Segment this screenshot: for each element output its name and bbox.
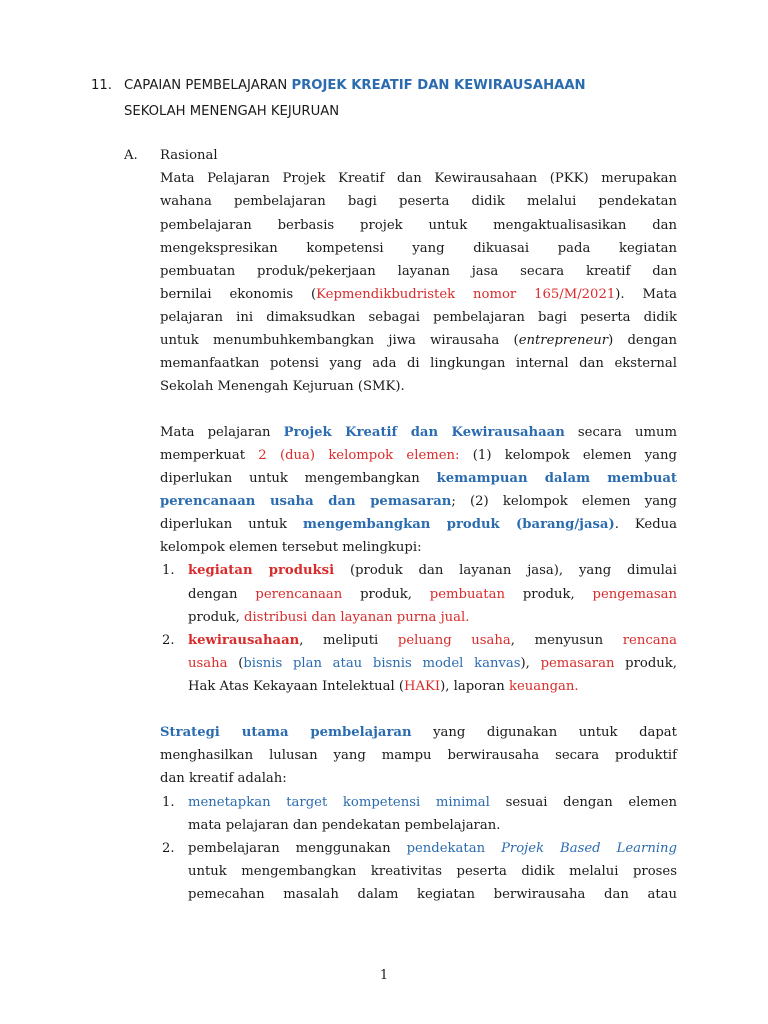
- text-line: pembuatan produk/pekerjaan layanan jasa secara kreatif dan: [160, 264, 677, 279]
- list-item-line: [188, 679, 579, 694]
- list-number: 2.: [162, 633, 175, 648]
- text-line: pembelajaran berbasis projek untuk mengaktualisasikan dan: [160, 218, 677, 233]
- text-span: sesuai dengan elemen: [505, 795, 677, 810]
- text-span: produk,: [625, 656, 677, 671]
- highlight-red: 2 (dua) kelompok elemen:: [258, 448, 460, 463]
- list-item-line: pemecahan masalah dalam kegiatan berwirausaha dan atau: [188, 887, 677, 902]
- text-line: pelajaran ini dimaksudkan sebagai pembelajaran bagi peserta didik: [160, 310, 677, 325]
- highlight-blue: Strategi utama pembelajaran: [160, 725, 412, 740]
- list-item-line: untuk mengembangkan kreativitas peserta didik melalui proses: [188, 864, 677, 879]
- text-span: . Kedua: [614, 517, 677, 532]
- text-span: , menyusun: [510, 633, 604, 648]
- text-line: menghasilkan lulusan yang mampu berwirausaha secara produktif: [160, 748, 677, 763]
- text-span: diperlukan untuk mengembangkan: [160, 471, 420, 486]
- list-item-line: [188, 563, 677, 578]
- list-number: 1.: [162, 795, 175, 810]
- highlight-red: HAKI: [404, 679, 441, 694]
- list-item-line: [188, 656, 677, 671]
- heading-number: 11.: [91, 78, 112, 93]
- highlight-red: kegiatan produksi: [188, 563, 335, 578]
- text-span: ). Mata: [615, 287, 677, 302]
- text-line: Mata Pelajaran Projek Kreatif dan Kewirausahaan (PKK) merupakan: [160, 171, 677, 186]
- text-span: (: [238, 656, 244, 671]
- highlight-red: peluang usaha: [397, 633, 511, 648]
- highlight-red: rencana: [622, 633, 677, 648]
- text-span: ), laporan: [440, 679, 505, 694]
- heading-title: [124, 78, 586, 93]
- text-span: produk,: [360, 587, 412, 602]
- highlight-blue: menetapkan target kompetensi minimal: [188, 795, 490, 810]
- subject-name: Projek Kreatif dan Kewirausahaan: [283, 425, 565, 440]
- text-span: bernilai ekonomis (: [160, 287, 317, 302]
- text-span: dengan: [188, 587, 238, 602]
- highlight-blue: perencanaan usaha dan pemasaran: [160, 494, 452, 509]
- list-item-line: [188, 610, 469, 625]
- list-item-line: mata pelajaran dan pendekatan pembelajaran.: [188, 818, 501, 833]
- text-span: diperlukan untuk: [160, 517, 288, 532]
- text-span: (produk dan layanan jasa), yang dimulai: [349, 563, 677, 578]
- text-span: ),: [520, 656, 530, 671]
- text-line: dan kreatif adalah:: [160, 771, 287, 786]
- highlight-blue: pendekatan: [406, 841, 486, 856]
- highlight-red: kewirausahaan: [188, 633, 300, 648]
- text-line: [160, 494, 677, 509]
- text-span: ; (2) kelompok elemen yang: [451, 494, 677, 509]
- highlight-blue: mengembangkan produk (barang/jasa): [303, 517, 615, 532]
- text-line: [160, 287, 677, 302]
- list-number: 1.: [162, 563, 175, 578]
- text-line: mengekspresikan kompetensi yang dikuasai pada kegiatan: [160, 241, 677, 256]
- text-span: Hak Atas Kekayaan Intelektual (: [188, 679, 405, 694]
- heading-line2: SEKOLAH MENENGAH KEJURUAN: [124, 104, 340, 119]
- highlight-blue: bisnis plan atau bisnis model kanvas: [243, 656, 521, 671]
- text-line: [160, 448, 677, 463]
- heading-subject: PROJEK KREATIF DAN KEWIRAUSAHAAN: [291, 78, 586, 93]
- italic-term: entrepreneur: [518, 333, 609, 348]
- list-number: 2.: [162, 841, 175, 856]
- highlight-red: pengemasan: [592, 587, 677, 602]
- text-line: [160, 333, 677, 348]
- text-span: (1) kelompok elemen yang: [472, 448, 677, 463]
- list-item-line: [188, 587, 677, 602]
- regulation-reference: Kepmendikbudristek nomor 165/M/2021: [316, 287, 616, 302]
- section-title: Rasional: [160, 148, 218, 163]
- text-line: wahana pembelajaran bagi peserta didik melalui pendekatan: [160, 194, 677, 209]
- text-span: pembelajaran menggunakan: [188, 841, 391, 856]
- text-line: Sekolah Menengah Kejuruan (SMK).: [160, 379, 405, 394]
- text-span: memperkuat: [160, 448, 246, 463]
- text-line: [160, 725, 677, 740]
- text-span: untuk menumbuhkembangkan jiwa wirausaha (: [160, 333, 519, 348]
- text-span: secara umum: [577, 425, 677, 440]
- highlight-red: distribusi dan layanan purna jual.: [244, 610, 470, 625]
- highlight-red: keuangan.: [508, 679, 579, 694]
- text-line: [160, 517, 677, 532]
- highlight-red: pemasaran: [540, 656, 615, 671]
- text-span: yang digunakan untuk dapat: [433, 725, 677, 740]
- page-number: 1: [379, 968, 389, 983]
- highlight-blue-italic: Projek Based Learning: [501, 841, 677, 856]
- text-span: ) dengan: [608, 333, 678, 348]
- heading-prefix: CAPAIAN PEMBELAJARAN: [124, 78, 288, 93]
- highlight-red: perencanaan: [255, 587, 343, 602]
- text-span: Mata pelajaran: [160, 425, 271, 440]
- list-item-line: [188, 633, 677, 648]
- highlight-red: usaha: [188, 656, 228, 671]
- section-letter: A.: [124, 148, 138, 163]
- list-item-line: [188, 795, 677, 810]
- highlight-red: pembuatan: [429, 587, 505, 602]
- text-span: produk,: [522, 587, 575, 602]
- text-line: kelompok elemen tersebut melingkupi:: [160, 540, 422, 555]
- list-item-line: [188, 841, 677, 856]
- text-line: [160, 425, 677, 440]
- text-line: memanfaatkan potensi yang ada di lingkungan internal dan eksternal: [160, 356, 677, 371]
- text-span: produk,: [188, 610, 240, 625]
- text-line: [160, 471, 677, 486]
- text-span: , meliputi: [299, 633, 379, 648]
- highlight-blue: kemampuan dalam membuat: [436, 471, 678, 486]
